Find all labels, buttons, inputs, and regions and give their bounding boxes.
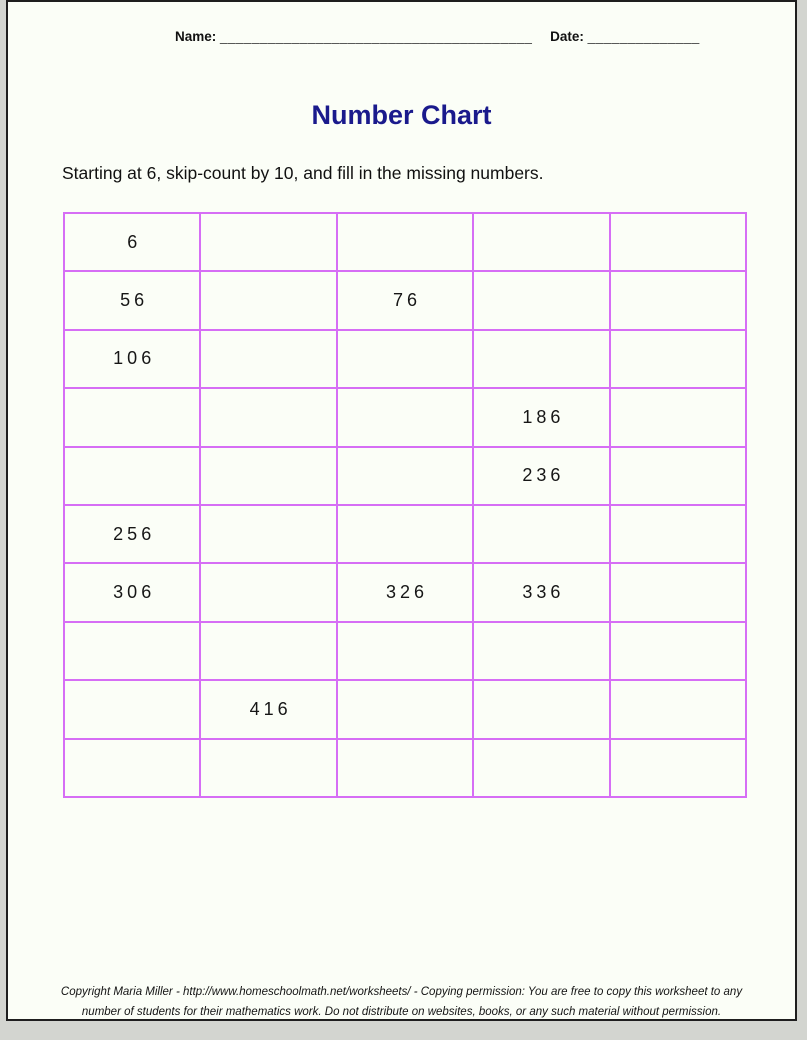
grid-cell-r6-c3: [337, 505, 473, 563]
grid-cell-r5-c4: [473, 447, 609, 505]
grid-cell-r9-c1: [64, 680, 200, 738]
grid-cell-r10-c2: [200, 739, 336, 797]
grid-cell-r3-c2: [200, 330, 336, 388]
grid-cell-r4-c3: [337, 388, 473, 446]
grid-cell-r9-c3: [337, 680, 473, 738]
grid-cell-r10-c3: [337, 739, 473, 797]
name-blank-line: _______________________________________: [220, 29, 533, 44]
grid-cell-r4-c4: [473, 388, 609, 446]
grid-cell-r6-c4: [473, 505, 609, 563]
grid-cell-r8-c3: [337, 622, 473, 680]
grid-cell-value: 236: [522, 465, 565, 486]
grid-cell-r2-c4: [473, 271, 609, 329]
grid-cell-r4-c2: [200, 388, 336, 446]
copyright-line-1: Copyright Maria Miller - http://www.homeschoolmath.net/worksheets/ - Copying permission: You are free to copy this worksheet to any: [60, 986, 743, 998]
grid-cell-r3-c4: [473, 330, 609, 388]
page-title: Number Chart: [311, 100, 492, 130]
grid-cell-value: 186: [522, 406, 565, 427]
grid-cell-r5-c2: [200, 447, 336, 505]
number-grid: [63, 212, 747, 798]
grid-cell-r8-c5: [610, 622, 746, 680]
grid-cell-value: 106: [113, 348, 156, 369]
grid-cell-r7-c5: [610, 563, 746, 621]
grid-cell-r4-c5: [610, 388, 746, 446]
grid-cell-value: 56: [120, 290, 149, 311]
grid-cell-r4-c1: [64, 388, 200, 446]
date-label: Date:: [550, 29, 584, 44]
grid-cell-value: 306: [113, 582, 156, 603]
grid-cell-r10-c5: [610, 739, 746, 797]
grid-cell-r6-c2: [200, 505, 336, 563]
grid-cell-value: 256: [113, 523, 156, 544]
grid-cell-r8-c1: [64, 622, 200, 680]
grid-cell-value: 326: [385, 582, 429, 603]
grid-cell-r10-c4: [473, 739, 609, 797]
grid-cell-r3-c5: [610, 330, 746, 388]
grid-cell-r5-c5: [610, 447, 746, 505]
grid-cell-r2-c1: [64, 271, 200, 329]
grid-cell-r2-c3: [337, 271, 473, 329]
grid-cell-r5-c3: [337, 447, 473, 505]
grid-cell-r8-c4: [473, 622, 609, 680]
grid-cell-r9-c5: [610, 680, 746, 738]
copyright-footer: [8, 982, 795, 1021]
grid-cell-r2-c5: [610, 271, 746, 329]
name-label: Name:: [175, 29, 217, 44]
grid-cell-r7-c4: [473, 563, 609, 621]
grid-cell-r7-c3: [337, 563, 473, 621]
grid-cell-value: 6: [127, 231, 142, 252]
grid-cell-r8-c2: [200, 622, 336, 680]
grid-cell-r10-c1: [64, 739, 200, 797]
grid-cell-r1-c2: [200, 213, 336, 271]
grid-cell-r7-c1: [64, 563, 200, 621]
grid-cell-r5-c1: [64, 447, 200, 505]
grid-cell-r3-c1: [64, 330, 200, 388]
grid-cell-value: 416: [249, 698, 292, 719]
grid-cell-r1-c4: [473, 213, 609, 271]
grid-cell-value: 76: [392, 290, 421, 311]
grid-cell-value: 336: [522, 582, 565, 603]
grid-cell-r1-c3: [337, 213, 473, 271]
grid-cell-r1-c5: [610, 213, 746, 271]
grid-cell-r7-c2: [200, 563, 336, 621]
grid-cell-r1-c1: [64, 213, 200, 271]
grid-cell-r9-c2: [200, 680, 336, 738]
grid-cell-r6-c5: [610, 505, 746, 563]
copyright-line-2: number of students for their mathematics work. Do not distribute on websites, books, or any such material without permission.: [81, 1006, 722, 1018]
worksheet-page: [6, 0, 797, 1021]
name-date-header: [175, 29, 700, 44]
grid-cell-r2-c2: [200, 271, 336, 329]
date-blank-line: ______________: [587, 29, 700, 44]
grid-cell-r6-c1: [64, 505, 200, 563]
grid-cell-r9-c4: [473, 680, 609, 738]
instruction-text: Starting at 6, skip-count by 10, and fill in the missing numbers.: [62, 163, 544, 183]
grid-cell-r3-c3: [337, 330, 473, 388]
